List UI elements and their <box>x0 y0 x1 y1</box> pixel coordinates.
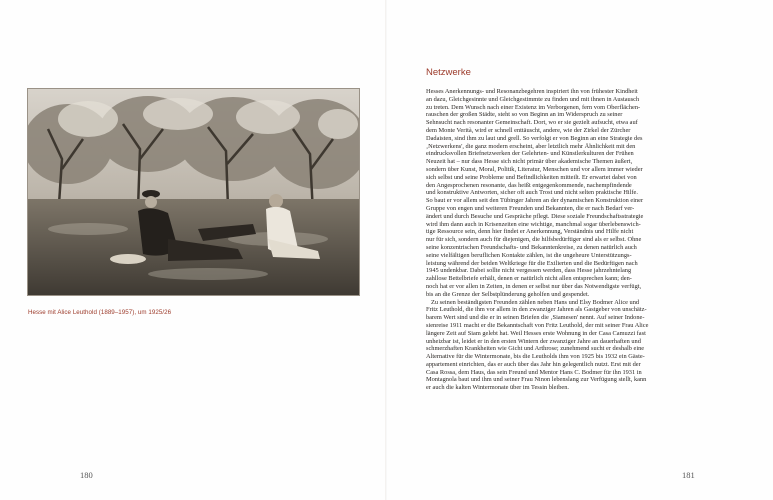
text-line: rauschen der großen Städte, steht so von Beginn an im Widerspruch zu seiner <box>426 111 623 119</box>
text-line: Casa Rossa, dem Haus, das sein Freund und Mentor Hans C. Bodmer für ihn 1931 in <box>426 368 642 376</box>
text-line: tige Ressource sein, denn hier findet er Anerkennung, Verständnis und Hilfe nicht <box>426 228 634 236</box>
text-line: Alternative für die Wintermonate, bis die Leutholds ihm von 1925 bis 1932 ein Gäste- <box>426 353 645 361</box>
text-line: eindrucksvollen Briefnetzwerken der Gelehrten- und Künstlerkulturen der Frühen <box>426 150 634 158</box>
text-line: an dazu, Gleichgesinnte und Gleichgestimmte zu finden und mit ihnen in Austausch <box>426 95 640 103</box>
text-line: zahllose Bettelbriefe erhält, denen er natürlich nicht allen entsprechen kann; den- <box>426 275 632 283</box>
photo-image <box>28 89 359 295</box>
text-line: So baut er vor allem seit den Tübinger Jahren an der dynamischen Konstruktion einer <box>426 197 644 205</box>
text-line: sienreise 1911 macht er die Bekanntschaft von Fritz Leuthold, der mit seiner Frau Alice <box>426 321 649 329</box>
text-line: Zu seinen beständigsten Freunden zählen neben Hans und Elsy Bodmer Alice und <box>431 298 640 306</box>
page-number-left: 180 <box>80 470 93 480</box>
text-line: seine vielfältigen beruflichen Kontakte zählen, ist die ungeheure Unterstützungs- <box>426 251 632 259</box>
page-number-right: 181 <box>682 470 695 480</box>
body-text <box>426 88 676 392</box>
text-line: appartement einrichten, das er auch über das Jahr hin gelegentlich nutzt. Erst mit der <box>426 360 641 368</box>
text-line: den Angesprochenen resonante, das heißt entgegenkommende, nachempfindende <box>426 181 632 189</box>
text-line: zu treten. Dem Wunsch nach einer Existenz im Verborgenen, fern vom Oberflächen- <box>426 103 641 111</box>
text-line: wird ihm dann auch in Krisenzeiten eine wichtige, manchmal sogar überlebenswich- <box>426 220 641 228</box>
text-line: leistung während der beiden Weltkriege für die Exilierten und die Bedürftigen nach <box>426 259 638 267</box>
text-line: Montagnola baut und ihm und seiner Frau Ninon lebenslang zur Verfügung stellt, kann <box>426 376 647 384</box>
text-line: Sehnsucht nach resonanter Gemeinschaft. Dort, wo er sie gezielt aufsucht, etwa auf <box>426 119 638 127</box>
text-line: schmerzhaften Krankheiten wie Gicht und Arthrose; zunehmend sucht er deshalb eine <box>426 345 645 353</box>
text-line: 1945 undenkbar. Dabei sollte nicht vergessen werden, dass Hesse jahrzehntelang <box>426 267 632 275</box>
text-line: ‚Netzwerkens', die ganz modern erscheint, aber letztlich mehr Ähnlichkeit mit den <box>426 142 636 150</box>
text-line: er auch die kalten Wintermonate über im Tessin bleiben. <box>426 384 569 392</box>
text-line: Gruppe von engen und weiteren Freunden und Bekannten, die er nach Bedarf ver- <box>426 204 635 212</box>
text-line: Neuzeit hat – nur dass Hesse sich nicht primär über akademische Themen äußert, <box>426 158 633 166</box>
text-line: und konstruktive Antworten, sicher oft auch Trost und nicht selten praktische Hilfe. <box>426 189 638 197</box>
text-line: seine konzentrischen Freundschafts- und Bekanntenkreise, zu denen natürlich auch <box>426 243 637 251</box>
text-line: noch hat er vor allen in Zeiten, in denen er selbst nur über das Notwendigste verfügt, <box>426 282 642 290</box>
section-heading: Netzwerke <box>426 67 471 78</box>
text-line: bis an die Grenze der Selbstplünderung geholfen und gespendet. <box>426 290 590 298</box>
photo-caption: Hesse mit Alice Leuthold (1889–1957), um 1925/26 <box>28 309 172 316</box>
text-line: Dadaisten, sind ihm zu laut und grell. So verfolgt er von Beginn an eine Strategie des <box>426 134 643 142</box>
left-page <box>0 0 386 500</box>
text-line: dem Monte Verità, wird er schnell enttäuscht, andere, wie der Zirkel der Zürcher <box>426 126 631 134</box>
text-line: ändert und durch Besuche und Gespräche pflegt. Diese soziale Freundschaftsstrategie <box>426 212 644 220</box>
text-line: nur für sich, sondern auch für diejenigen, die hilfsbedürftiger sind als er selbst. Ohne <box>426 236 642 244</box>
text-line: Hesses Anerkennungs- und Resonanzbegehren inspiriert ihn von frühester Kindheit <box>426 88 638 95</box>
photograph <box>27 88 360 296</box>
text-line: unheizbar ist, leidet er in den ersten Wintern der zwanziger Jahre an dauerhaften und <box>426 337 641 345</box>
text-line: Fritz Leuthold, die ihm vor allem in den zwanziger Jahren als Gastgeber von unschätz- <box>426 306 647 314</box>
text-line: sich selbst und seine Probleme und Befindlichkeiten mitteilt. Er erwartet dabei von <box>426 173 637 181</box>
text-line: sondern über Kunst, Moral, Politik, Literatur, Menschen und vor allem immer wieder <box>426 165 643 173</box>
text-line: längere Zeit auf Siam gelebt hat. Weil Hesses erste Wohnung in der Casa Camuzzi fast <box>426 329 646 337</box>
text-line: barem Wert sind und die er in seinen Briefen die ‚Siamesen' nennt. Auf seiner Indone- <box>426 314 645 322</box>
